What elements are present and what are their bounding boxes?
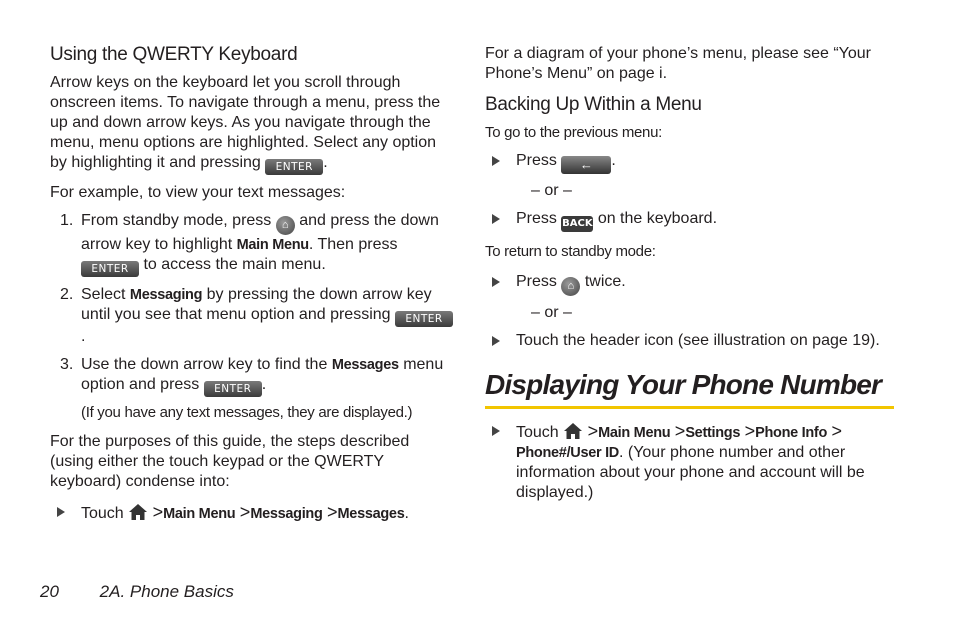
page-footer (40, 582, 270, 602)
bullet-arrow-icon (57, 507, 65, 517)
section-title: Displaying Your Phone Number (485, 369, 882, 400)
home-key-icon: ⌂ (276, 216, 295, 235)
keyboard-heading: Using the QWERTY Keyboard (50, 44, 298, 65)
or-separator: – or – (531, 182, 572, 199)
section-name: 2A. Phone Basics (99, 582, 234, 601)
intro-paragraph: Arrow keys on the keyboard let you scroll through onscreen items. To navigate through a menu, press the up and down arrow keys. As you navigate through the menu, menu options are highlighted. Select any option by highlighting it and pressing ENTER . (50, 74, 441, 173)
bullet-arrow-icon (492, 277, 500, 287)
touch-path-messages: Touch >Main Menu >Messaging >Messages. (50, 502, 456, 524)
bullet-arrow-icon (492, 426, 500, 436)
step-3: 3. Use the down arrow key to find the Messages menu option and press ENTER . (60, 356, 444, 395)
back-badge-icon: BACK (561, 216, 593, 232)
standby-label: To return to standby mode: (485, 243, 656, 260)
backing-heading: Backing Up Within a Menu (485, 94, 702, 115)
press-back-keyboard-step: Press BACK on the keyboard. (485, 209, 897, 232)
press-home-twice-step: Press ⌂ twice. (485, 272, 897, 296)
enter-key-icon: ENTER (395, 311, 453, 327)
step-2: 2. Select Messaging by pressing the down arrow key until you see that menu option and pressing ENTER. (50, 285, 456, 347)
prev-menu-label: To go to the previous menu: (485, 124, 663, 141)
enter-key-icon: ENTER (81, 261, 139, 277)
bullet-arrow-icon (492, 214, 500, 224)
touch-path-phone-number: Touch >Main Menu >Settings >Phone Info > Phone#/User ID. (Your phone number and other information about your phone and account will be displayed.) (485, 421, 897, 503)
home-key-icon: ⌂ (561, 277, 580, 296)
home-icon (563, 421, 583, 441)
touch-header-step: Touch the header icon (see illustration on page 19). (485, 331, 897, 351)
title-rule (485, 406, 894, 409)
right-column (485, 44, 897, 503)
bullet-arrow-icon (492, 156, 500, 166)
press-back-step: Press ← . (485, 151, 897, 174)
back-key-icon: ← (561, 156, 611, 174)
steps-list (50, 211, 456, 397)
step-1: 1. From standby mode, press ⌂ and press the down arrow key to highlight Main Menu. Then press ENTER to access the main menu. (60, 212, 439, 275)
or-separator: – or – (531, 304, 572, 321)
bullet-arrow-icon (492, 336, 500, 346)
messages-note: (If you have any text messages, they are displayed.) (81, 404, 413, 421)
diagram-paragraph: For a diagram of your phone’s menu, please see “Your Phone’s Menu” on page i. (485, 45, 872, 82)
page-number: 20 (40, 582, 59, 601)
purposes-paragraph: For the purposes of this guide, the steps described (using either the touch keypad or the QWERTY keyboard) condense into: (50, 433, 410, 490)
example-text: For example, to view your text messages: (50, 184, 346, 201)
home-icon (128, 502, 148, 522)
enter-key-icon: ENTER (204, 381, 262, 397)
left-column (50, 44, 456, 524)
enter-key-icon: ENTER (265, 159, 323, 175)
